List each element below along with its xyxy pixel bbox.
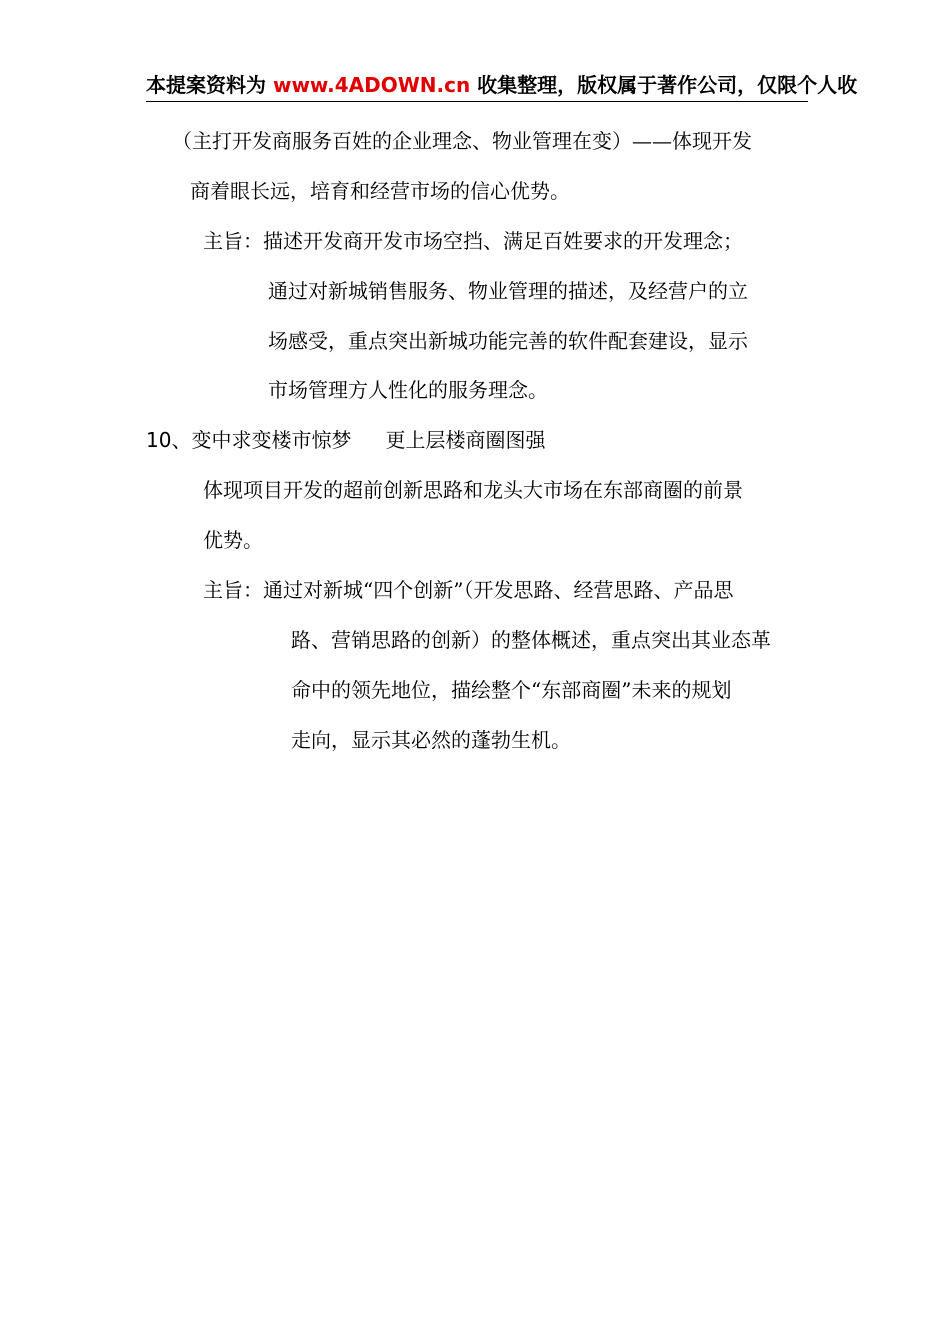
section10-title-part1: 变中求变楼市惊梦 <box>191 428 352 452</box>
section9-gist-line-2: 通过对新城销售服务、物业管理的描述，及经营户的立 <box>268 279 748 303</box>
section9-gist-line-3: 场感受，重点突出新城功能完善的软件配套建设，显示 <box>268 329 748 353</box>
section10-intro-line-1: 体现项目开发的超前创新思路和龙头大市场在东部商圈的前景 <box>203 478 743 502</box>
header-site-link[interactable]: www.4ADOWN.cn <box>272 73 471 97</box>
section10-number: 10、 <box>146 428 192 452</box>
section9-intro-line-2: 商着眼长远，培育和经营市场的信心优势。 <box>190 179 570 203</box>
section9-gist-line-4: 市场管理方人性化的服务理念。 <box>268 378 548 402</box>
page-header-notice <box>146 70 950 100</box>
section9-gist-line-1 <box>203 226 743 256</box>
section10-gist-line-4: 走向，显示其必然的蓬勃生机。 <box>291 728 571 752</box>
header-prefix: 本提案资料为 <box>146 73 273 97</box>
section9-gist-label: 主旨： <box>203 229 263 253</box>
section9-gist-text-1: 描述开发商开发市场空挡、满足百姓要求的开发理念； <box>263 229 743 253</box>
header-divider <box>146 101 808 102</box>
section10-gist-text-1: 通过对新城“四个创新”（开发思路、经营思路、产品思 <box>263 578 734 602</box>
header-suffix: 收集整理，版权属于著作公司，仅限个人收 <box>470 73 858 97</box>
section10-gist-line-2: 路、营销思路的创新）的整体概述，重点突出其业态革 <box>291 628 771 652</box>
section10-gist-line-1 <box>203 575 733 605</box>
section10-gist-line-3: 命中的领先地位，描绘整个“东部商圈”未来的规划 <box>291 678 732 702</box>
section10-intro-line-2: 优势。 <box>203 528 263 552</box>
section9-intro-line-1: （主打开发商服务百姓的企业理念、物业管理在变）——体现开发 <box>172 129 752 153</box>
section10-gist-label: 主旨： <box>203 578 263 602</box>
section10-title-part2: 更上层楼商圈图强 <box>385 428 546 452</box>
section10-heading <box>146 425 545 455</box>
